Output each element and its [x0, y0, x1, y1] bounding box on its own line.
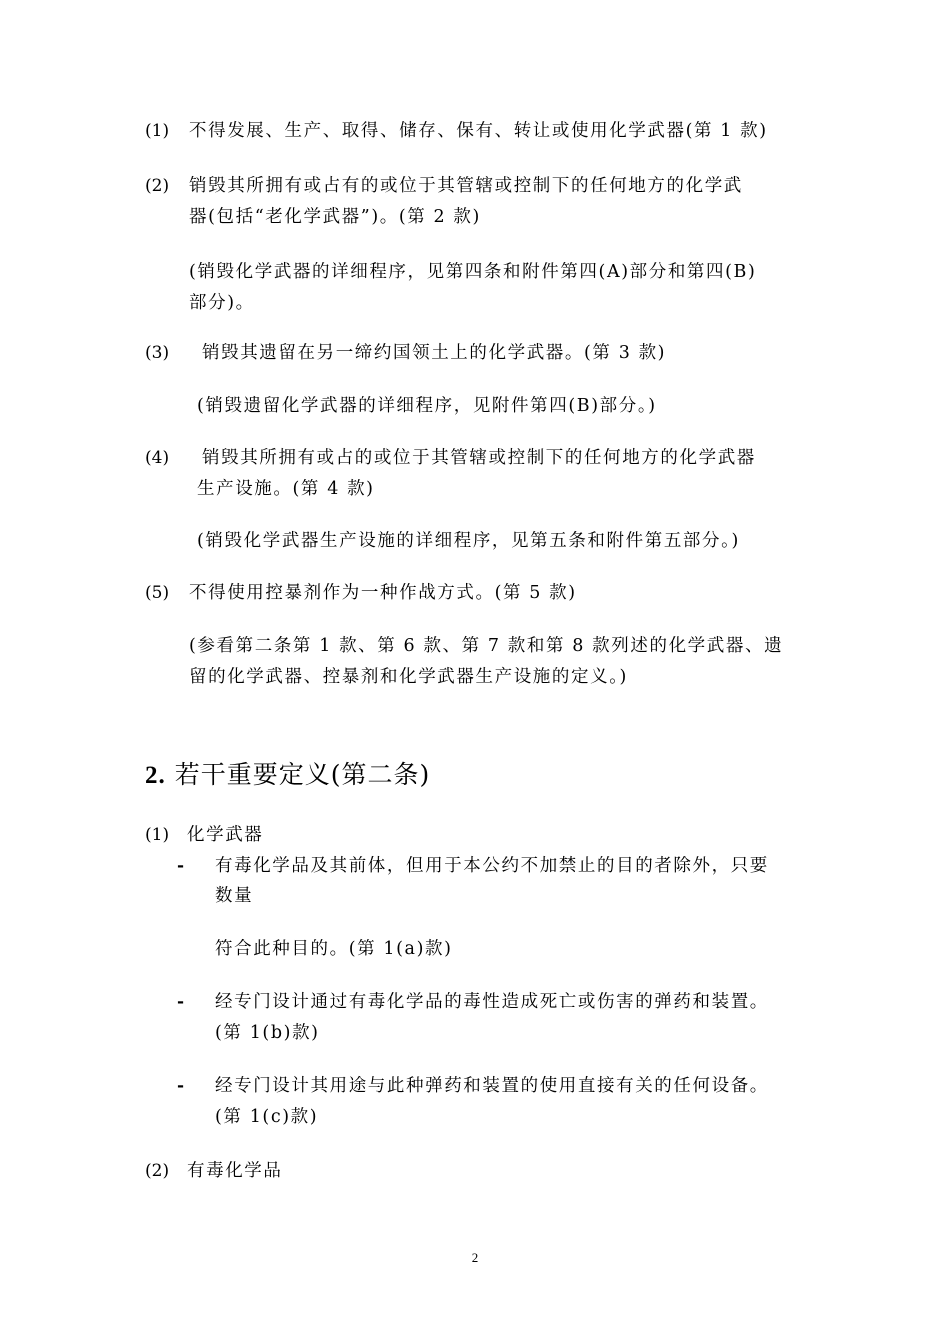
item-5-number: (5): [145, 583, 170, 603]
item-5-note-line-1: (参看第二条第 1 款、第 6 款、第 7 款和第 8 款列述的化学武器、遗: [189, 636, 784, 656]
bullet-1-marker: -: [177, 856, 185, 876]
definition-2-label: 有毒化学品: [187, 1161, 283, 1181]
item-2-line-2: 器(包括“老化学武器”)。(第 2 款): [189, 207, 481, 227]
bullet-2-marker: -: [177, 992, 185, 1012]
bullet-1-line-3: 符合此种目的。(第 1(a)款): [215, 939, 453, 959]
section-2-title: 若干重要定义(第二条): [174, 760, 431, 789]
item-4-note: (销毁化学武器生产设施的详细程序，见第五条和附件第五部分。): [197, 531, 740, 551]
definition-1-label: 化学武器: [187, 825, 264, 845]
bullet-1-line-1: 有毒化学品及其前体，但用于本公约不加禁止的目的者除外，只要: [215, 856, 769, 876]
bullet-3-marker: -: [177, 1076, 185, 1096]
item-3-note: (销毁遗留化学武器的详细程序，见附件第四(B)部分。): [197, 396, 657, 416]
item-1-text: 不得发展、生产、取得、储存、保有、转让或使用化学武器(第 1 款): [189, 121, 768, 141]
item-2-number: (2): [145, 176, 170, 196]
bullet-2-line-2: (第 1(b)款): [215, 1023, 320, 1043]
item-4-number: (4): [145, 448, 170, 468]
item-2-note-line-1: (销毁化学武器的详细程序，见第四条和附件第四(A)部分和第四(B): [189, 262, 757, 282]
definition-1-number: (1): [145, 825, 170, 845]
item-4-line-2: 生产设施。(第 4 款): [197, 479, 375, 499]
section-2-heading: [145, 757, 430, 794]
item-2-note-line-2: 部分)。: [189, 293, 255, 313]
page-number: 2: [471, 1250, 479, 1265]
item-5-note-line-2: 留的化学武器、控暴剂和化学武器生产设施的定义。): [189, 667, 628, 687]
item-3-number: (3): [145, 343, 170, 363]
section-2-number: 2.: [145, 762, 166, 789]
item-2-line-1: 销毁其所拥有或占有的或位于其管辖或控制下的任何地方的化学武: [189, 176, 743, 196]
item-1-number: (1): [145, 121, 170, 141]
item-5-text: 不得使用控暴剂作为一种作战方式。(第 5 款): [189, 583, 577, 603]
bullet-3-line-2: (第 1(c)款): [215, 1107, 319, 1127]
bullet-3-line-1: 经专门设计其用途与此种弹药和装置的使用直接有关的任何设备。: [215, 1076, 769, 1096]
bullet-2-line-1: 经专门设计通过有毒化学品的毒性造成死亡或伤害的弹药和装置。: [215, 992, 769, 1012]
item-3-text: 销毁其遗留在另一缔约国领土上的化学武器。(第 3 款): [202, 343, 667, 363]
bullet-1-line-2: 数量: [215, 886, 254, 906]
item-4-line-1: 销毁其所拥有或占的或位于其管辖或控制下的任何地方的化学武器: [202, 448, 756, 468]
definition-2-number: (2): [145, 1161, 170, 1181]
